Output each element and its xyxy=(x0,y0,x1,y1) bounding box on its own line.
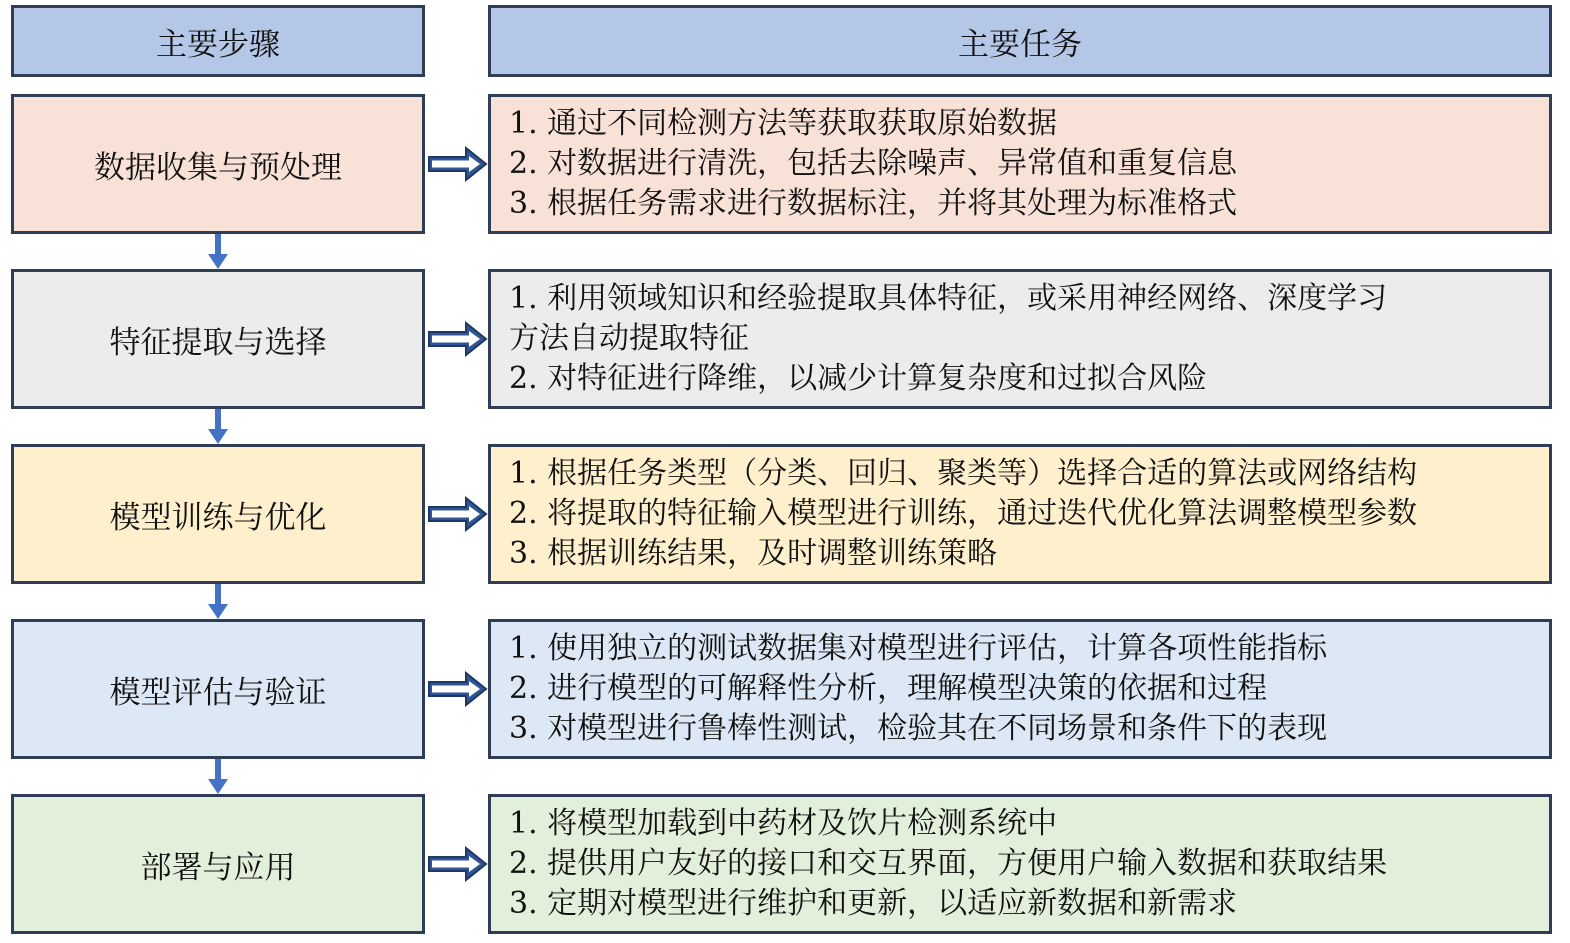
double-line-right-arrow-icon xyxy=(428,496,488,532)
double-line-right-arrow-icon xyxy=(428,671,488,707)
task-line: 1. 使用独立的测试数据集对模型进行评估，计算各项性能指标 xyxy=(509,631,1328,666)
task-line: 2. 对特征进行降维，以减少计算复杂度和过拟合风险 xyxy=(509,361,1208,396)
down-arrow-icon xyxy=(208,234,228,270)
task-line: 1. 通过不同检测方法等获取获取原始数据 xyxy=(509,106,1058,141)
task-line: 3. 对模型进行鲁棒性测试，检验其在不同场景和条件下的表现 xyxy=(509,711,1328,746)
double-line-right-arrow-icon xyxy=(428,321,488,357)
step-label: 部署与应用 xyxy=(140,849,296,886)
task-box-4 xyxy=(488,619,1552,759)
step-box-2 xyxy=(11,269,425,409)
header-main-steps xyxy=(11,5,425,77)
step-label: 模型训练与优化 xyxy=(109,499,327,536)
step-label: 模型评估与验证 xyxy=(109,674,327,711)
task-line: 1. 利用领域知识和经验提取具体特征，或采用神经网络、深度学习 xyxy=(509,281,1388,316)
step-box-4 xyxy=(11,619,425,759)
task-box-3 xyxy=(488,444,1552,584)
task-line: 方法自动提取特征 xyxy=(509,321,749,356)
step-box-3 xyxy=(11,444,425,584)
task-line: 2. 将提取的特征输入模型进行训练，通过迭代优化算法调整模型参数 xyxy=(509,496,1418,531)
header-main-tasks xyxy=(488,5,1552,77)
down-arrow-icon xyxy=(208,759,228,795)
task-line: 2. 进行模型的可解释性分析，理解模型决策的依据和过程 xyxy=(509,671,1268,706)
step-label: 特征提取与选择 xyxy=(109,324,327,361)
step-label: 数据收集与预处理 xyxy=(94,149,342,186)
header-main-tasks-label: 主要任务 xyxy=(958,26,1082,63)
down-arrow-icon xyxy=(208,584,228,620)
down-arrow-icon xyxy=(208,409,228,445)
header-main-steps-label: 主要步骤 xyxy=(156,26,280,63)
task-box-1 xyxy=(488,94,1552,234)
task-line: 1. 根据任务类型（分类、回归、聚类等）选择合适的算法或网络结构 xyxy=(509,456,1418,491)
task-line: 3. 定期对模型进行维护和更新，以适应新数据和新需求 xyxy=(509,886,1238,921)
task-line: 1. 将模型加载到中药材及饮片检测系统中 xyxy=(509,806,1058,841)
step-box-5 xyxy=(11,794,425,934)
task-line: 2. 对数据进行清洗，包括去除噪声、异常值和重复信息 xyxy=(509,146,1238,181)
double-line-right-arrow-icon xyxy=(428,846,488,882)
task-line: 3. 根据训练结果，及时调整训练策略 xyxy=(509,536,998,571)
task-box-5 xyxy=(488,794,1552,934)
task-line: 2. 提供用户友好的接口和交互界面，方便用户输入数据和获取结果 xyxy=(509,846,1388,881)
double-line-right-arrow-icon xyxy=(428,146,488,182)
task-line: 3. 根据任务需求进行数据标注，并将其处理为标准格式 xyxy=(509,186,1238,221)
task-box-2 xyxy=(488,269,1552,409)
step-box-1 xyxy=(11,94,425,234)
